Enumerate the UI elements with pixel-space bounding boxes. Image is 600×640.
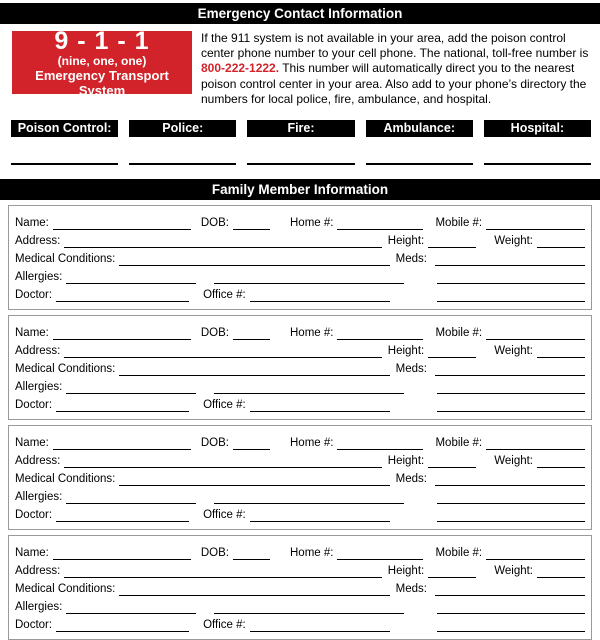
height-blank-line [428, 565, 476, 578]
mobile-phone-label: Mobile #: [435, 437, 483, 450]
name-label: Name: [15, 437, 49, 450]
height-blank-line [428, 455, 476, 468]
family-member-block-3 [8, 425, 592, 530]
member-row-medical [15, 358, 585, 376]
member-row-name [15, 432, 585, 450]
doctor-blank-line [56, 619, 189, 632]
office-phone-label: Office #: [203, 509, 246, 522]
address-blank-line [64, 455, 381, 468]
contact-label-fire: Fire: [247, 120, 354, 137]
emergency-contacts-blank-lines [11, 163, 591, 165]
medical-conditions-label: Medical Conditions: [15, 583, 116, 596]
member-row-address [15, 560, 585, 578]
weight-label: Weight: [494, 455, 533, 468]
home-phone-blank-line [337, 437, 423, 450]
meds-blank-line [435, 253, 585, 266]
poison-control-phone-number: 800-222-1222. [201, 61, 280, 76]
allergies-blank-line [66, 601, 196, 614]
911-badge [12, 26, 192, 98]
home-phone-blank-line [337, 547, 423, 560]
member-row-medical [15, 468, 585, 486]
blank-line-fire [247, 163, 354, 165]
paragraph-text-before: If the 911 system is not available in your area, add the poison control center phone number to your cell phone. The national, toll-free number is [201, 31, 589, 61]
home-phone-label: Home #: [290, 547, 334, 560]
contact-label-poison-control: Poison Control: [11, 120, 118, 137]
member-row-doctor [15, 394, 585, 412]
emergency-form-page [0, 3, 600, 632]
height-blank-line [428, 345, 476, 358]
family-member-block-2 [8, 315, 592, 420]
medical-conditions-label: Medical Conditions: [15, 473, 116, 486]
blank-line-ambulance [366, 163, 473, 165]
weight-label: Weight: [494, 565, 533, 578]
doctor-label: Doctor: [15, 289, 53, 302]
height-label: Height: [387, 235, 425, 248]
allergies-blank-line [66, 381, 196, 394]
allergies-blank-line-2 [214, 491, 404, 504]
allergies-label: Allergies: [15, 601, 63, 614]
dob-label: DOB: [200, 217, 229, 230]
home-phone-label: Home #: [290, 217, 334, 230]
weight-blank-line [537, 565, 585, 578]
meds-blank-line-3 [437, 619, 585, 632]
office-phone-label: Office #: [203, 619, 246, 632]
medical-conditions-blank-line [119, 253, 389, 266]
poison-control-paragraph [201, 31, 592, 107]
medical-conditions-label: Medical Conditions: [15, 363, 116, 376]
mobile-phone-blank-line [486, 217, 585, 230]
home-phone-label: Home #: [290, 437, 334, 450]
blank-line-hospital [484, 163, 591, 165]
office-phone-blank-line [250, 619, 390, 632]
mobile-phone-blank-line [486, 547, 585, 560]
paragraph-text-after: This number will automatically direct you to the nearest poison control center in your area. Also add to your phone’s directory the numbers for local police, fire, ambulance, and hospital. [201, 61, 587, 106]
name-label: Name: [15, 547, 49, 560]
meds-blank-line-3 [437, 509, 585, 522]
section-header-emergency: Emergency Contact Information [0, 3, 600, 24]
height-label: Height: [387, 345, 425, 358]
address-label: Address: [15, 235, 61, 248]
family-members-list [8, 205, 592, 640]
dob-label: DOB: [200, 327, 229, 340]
height-label: Height: [387, 455, 425, 468]
address-blank-line [64, 235, 381, 248]
member-row-address [15, 340, 585, 358]
meds-blank-line-2 [437, 381, 585, 394]
home-phone-label: Home #: [290, 327, 334, 340]
911-subtitle: Emergency Transport System [35, 67, 169, 98]
name-blank-line [53, 217, 191, 230]
member-row-allergies [15, 486, 585, 504]
allergies-label: Allergies: [15, 491, 63, 504]
member-row-medical [15, 248, 585, 266]
mobile-phone-label: Mobile #: [435, 217, 483, 230]
meds-blank-line-3 [437, 399, 585, 412]
name-blank-line [53, 437, 191, 450]
meds-blank-line-3 [437, 289, 585, 302]
height-label: Height: [387, 565, 425, 578]
office-phone-blank-line [250, 399, 390, 412]
blank-line-poison-control [11, 163, 118, 165]
home-phone-blank-line [337, 217, 423, 230]
911-number: 9 - 1 - 1 [54, 26, 150, 55]
contact-label-police: Police: [129, 120, 236, 137]
doctor-blank-line [56, 289, 189, 302]
mobile-phone-blank-line [486, 327, 585, 340]
member-row-address [15, 230, 585, 248]
address-blank-line [64, 565, 381, 578]
member-row-allergies [15, 376, 585, 394]
doctor-label: Doctor: [15, 509, 53, 522]
dob-label: DOB: [200, 547, 229, 560]
contact-label-hospital: Hospital: [484, 120, 591, 137]
911-spelled: (nine, one, one) [57, 53, 147, 68]
member-row-doctor [15, 614, 585, 632]
name-blank-line [53, 547, 191, 560]
member-row-name [15, 542, 585, 560]
doctor-label: Doctor: [15, 619, 53, 632]
member-row-name [15, 212, 585, 230]
member-row-medical [15, 578, 585, 596]
office-phone-blank-line [250, 509, 390, 522]
doctor-blank-line [56, 399, 189, 412]
doctor-blank-line [56, 509, 189, 522]
meds-label: Meds: [395, 253, 427, 266]
blank-line-police [129, 163, 236, 165]
member-row-doctor [15, 504, 585, 522]
medical-conditions-blank-line [119, 583, 389, 596]
name-label: Name: [15, 327, 49, 340]
meds-blank-line-2 [437, 271, 585, 284]
meds-blank-line-2 [437, 601, 585, 614]
emergency-contacts-row [11, 120, 591, 137]
weight-blank-line [537, 235, 585, 248]
meds-label: Meds: [395, 363, 427, 376]
medical-conditions-blank-line [119, 363, 389, 376]
member-row-address [15, 450, 585, 468]
dob-blank-line [233, 437, 270, 450]
dob-blank-line [233, 547, 270, 560]
office-phone-blank-line [250, 289, 390, 302]
meds-blank-line [435, 583, 585, 596]
dob-blank-line [233, 217, 270, 230]
weight-blank-line [537, 345, 585, 358]
member-row-allergies [15, 266, 585, 284]
member-row-name [15, 322, 585, 340]
address-label: Address: [15, 345, 61, 358]
family-member-block-1 [8, 205, 592, 310]
weight-label: Weight: [494, 235, 533, 248]
mobile-phone-label: Mobile #: [435, 327, 483, 340]
mobile-phone-blank-line [486, 437, 585, 450]
dob-blank-line [233, 327, 270, 340]
home-phone-blank-line [337, 327, 423, 340]
allergies-blank-line-2 [214, 381, 404, 394]
name-label: Name: [15, 217, 49, 230]
allergies-label: Allergies: [15, 381, 63, 394]
weight-blank-line [537, 455, 585, 468]
intro-section [12, 26, 592, 107]
mobile-phone-label: Mobile #: [435, 547, 483, 560]
allergies-blank-line-2 [214, 601, 404, 614]
medical-conditions-label: Medical Conditions: [15, 253, 116, 266]
family-member-block-4 [8, 535, 592, 640]
meds-label: Meds: [395, 473, 427, 486]
name-blank-line [53, 327, 191, 340]
section-header-family: Family Member Information [0, 179, 600, 200]
allergies-blank-line [66, 271, 196, 284]
member-row-doctor [15, 284, 585, 302]
medical-conditions-blank-line [119, 473, 389, 486]
meds-blank-line-2 [437, 491, 585, 504]
member-row-allergies [15, 596, 585, 614]
dob-label: DOB: [200, 437, 229, 450]
doctor-label: Doctor: [15, 399, 53, 412]
address-label: Address: [15, 455, 61, 468]
weight-label: Weight: [494, 345, 533, 358]
height-blank-line [428, 235, 476, 248]
allergies-blank-line-2 [214, 271, 404, 284]
meds-blank-line [435, 473, 585, 486]
allergies-blank-line [66, 491, 196, 504]
office-phone-label: Office #: [203, 289, 246, 302]
address-label: Address: [15, 565, 61, 578]
meds-label: Meds: [395, 583, 427, 596]
address-blank-line [64, 345, 381, 358]
office-phone-label: Office #: [203, 399, 246, 412]
allergies-label: Allergies: [15, 271, 63, 284]
meds-blank-line [435, 363, 585, 376]
contact-label-ambulance: Ambulance: [366, 120, 473, 137]
